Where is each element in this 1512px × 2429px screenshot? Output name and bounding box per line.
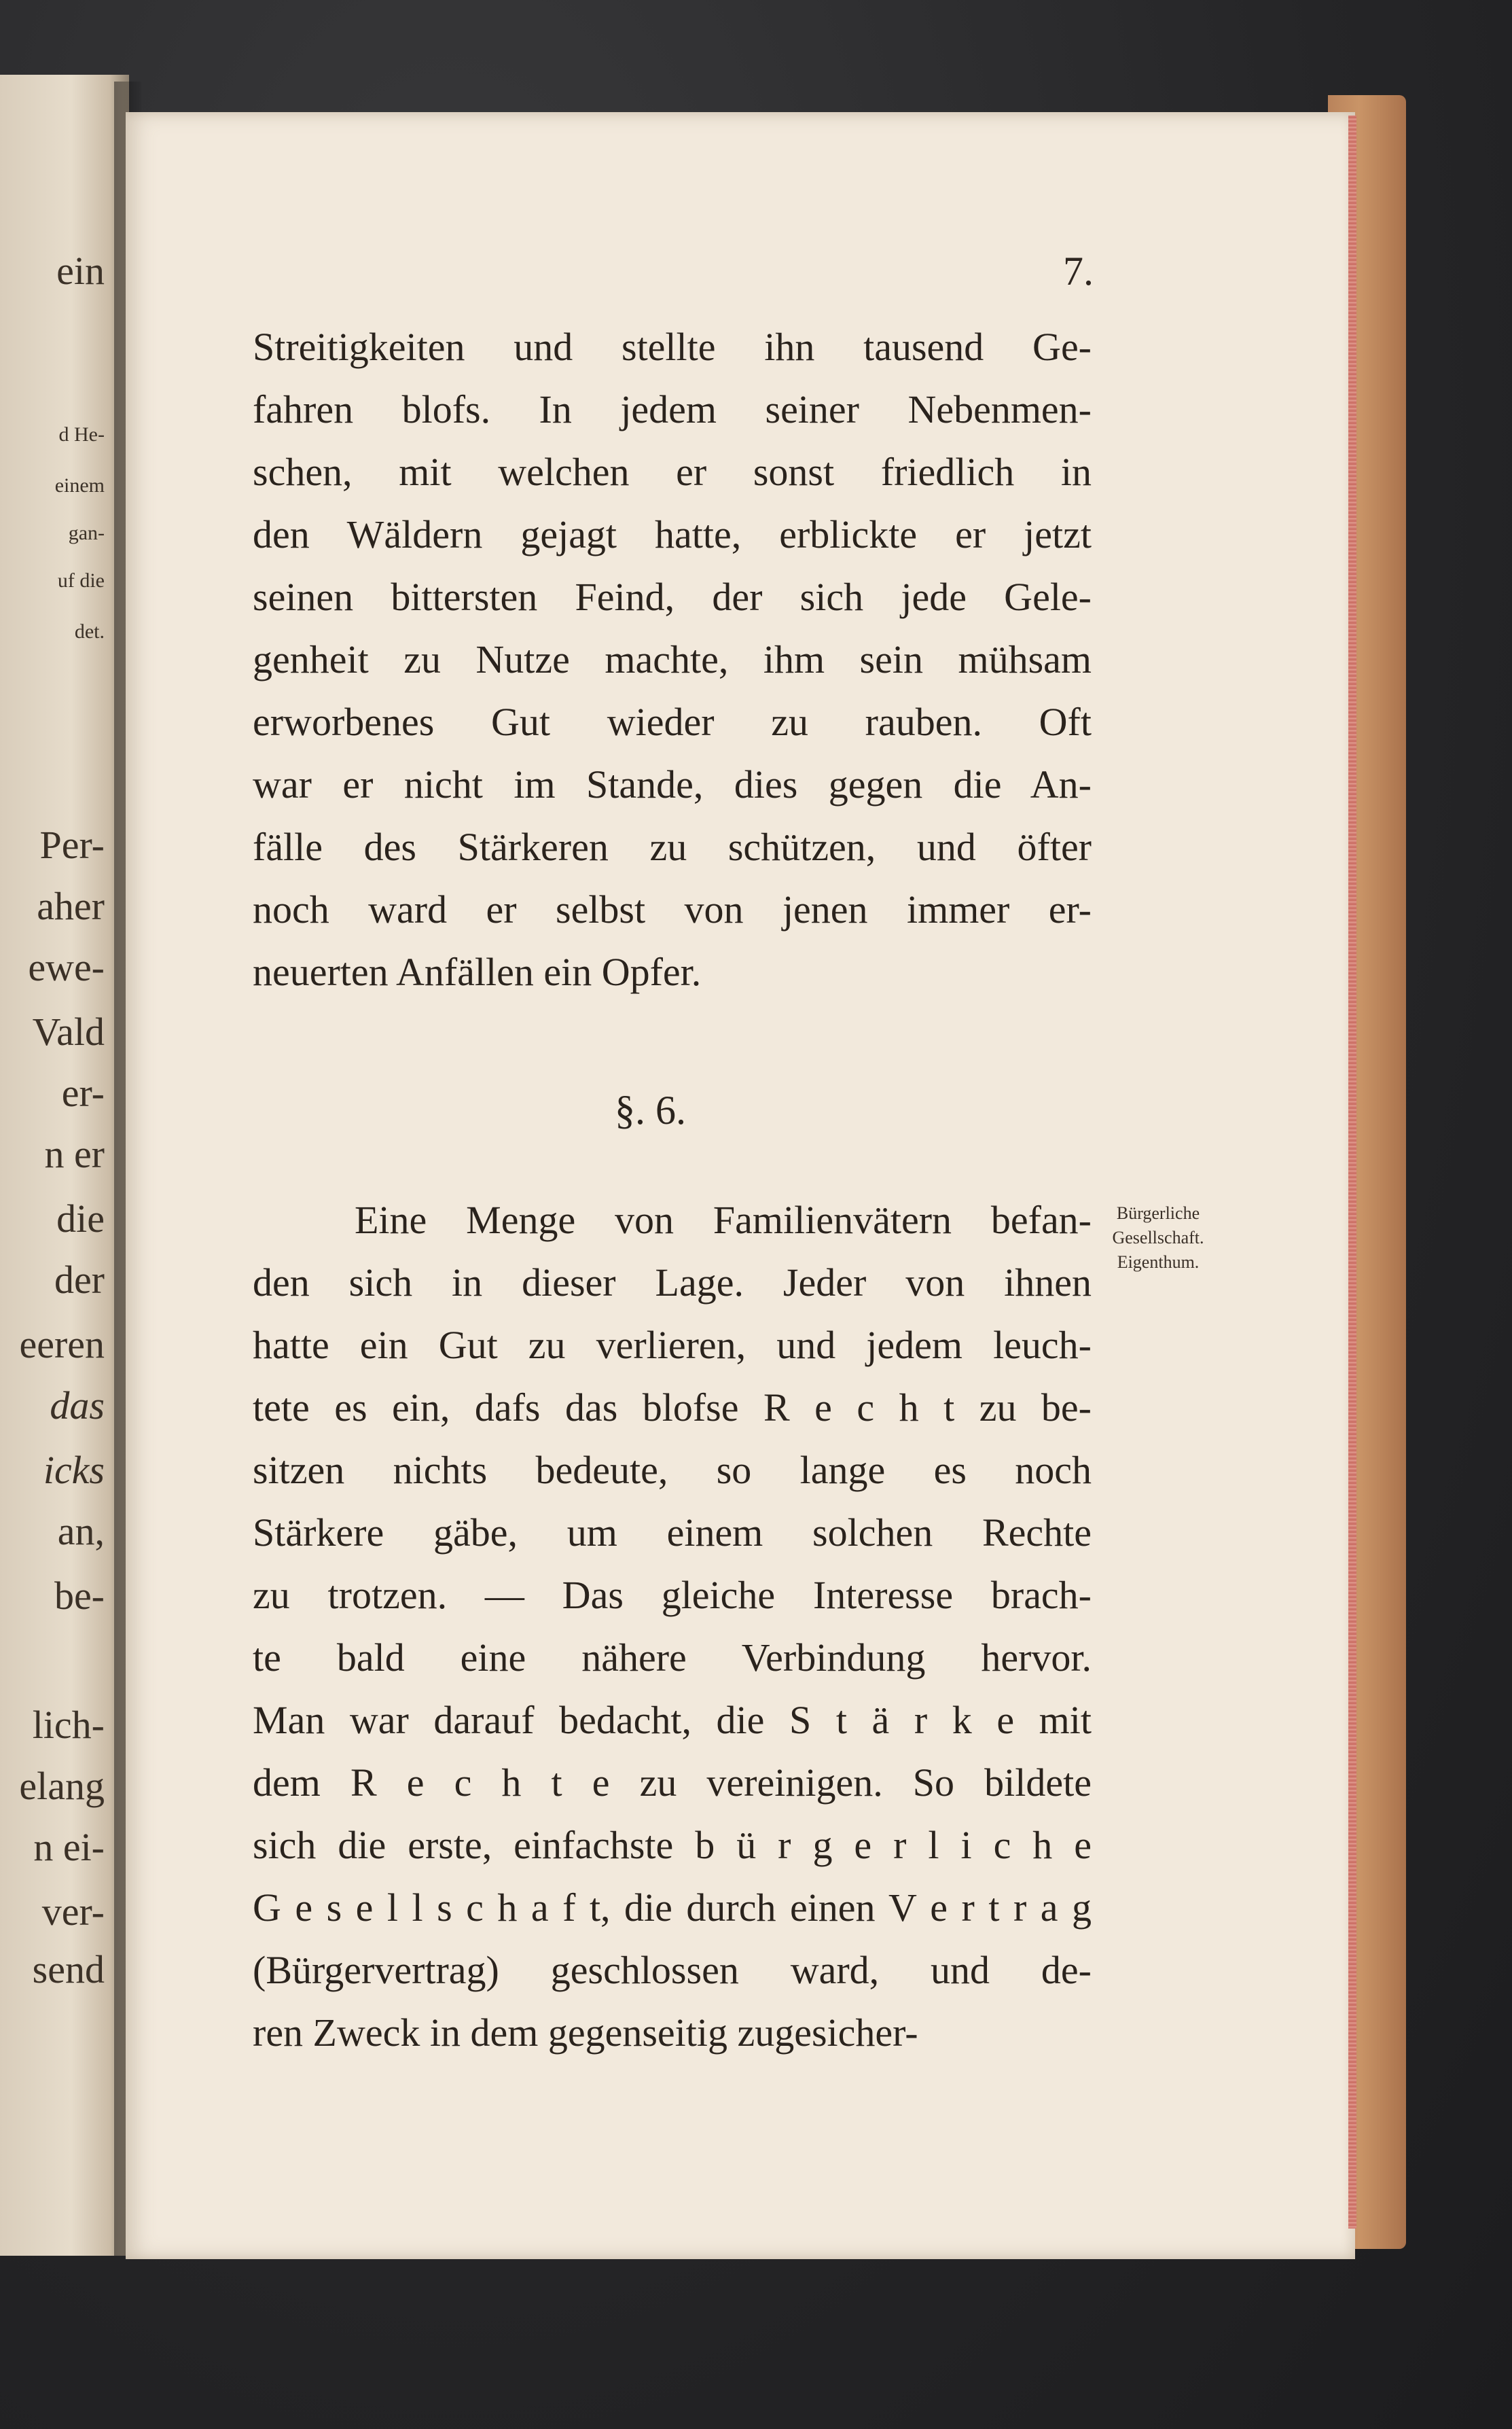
marginal-note-line: Eigenthum.	[1117, 1252, 1200, 1272]
previous-page-edge	[0, 75, 129, 2256]
previous-page-fragment: aher	[37, 884, 105, 928]
text-line: den sich in dieser Lage. Jeder von ihnen	[253, 1260, 1092, 1305]
paragraph-1	[253, 316, 1092, 1004]
previous-page-fragment: be-	[54, 1574, 105, 1618]
previous-page-fragment: der	[54, 1258, 105, 1302]
text-line: erworbenes Gut wieder zu rauben. Oft	[253, 700, 1092, 744]
previous-page-fragment: elang	[19, 1764, 105, 1808]
text-line: ren Zweck in dem gegenseitig zugesicher-	[253, 2010, 918, 2055]
marginal-note	[1090, 1201, 1226, 1275]
previous-page-fragment: das	[50, 1383, 105, 1428]
previous-page-fragment: ein	[56, 249, 105, 293]
text-line: den Wäldern gejagt hatte, erblickte er jetzt	[253, 512, 1092, 556]
previous-page-fragment: uf die	[57, 569, 105, 592]
previous-page-fragment: ewe-	[28, 945, 105, 989]
previous-page-fragment: n er	[44, 1132, 105, 1176]
previous-page-fragment: gan-	[68, 522, 105, 544]
previous-page-fragment: lich-	[32, 1703, 105, 1747]
text-line: te bald eine nähere Verbindung hervor.	[253, 1635, 1092, 1680]
text-line: war er nicht im Stande, dies gegen die An-	[253, 762, 1092, 806]
previous-page-fragment: an,	[57, 1509, 105, 1553]
text-line: Stärkere gäbe, um einem solchen Rechte	[253, 1510, 1092, 1555]
text-line: seinen bittersten Feind, der sich jede Gele-	[253, 575, 1092, 619]
marginal-note-line: Gesellschaft.	[1112, 1228, 1204, 1247]
text-line: fälle des Stärkeren zu schützen, und öfter	[253, 825, 1092, 869]
previous-page-fragment: det.	[74, 620, 105, 643]
page-edge-red	[1348, 116, 1356, 2229]
text-line: schen, mit welchen er sonst friedlich in	[253, 450, 1092, 494]
previous-page-fragment: ver-	[41, 1890, 105, 1934]
text-line: fahren blofs. In jedem seiner Nebenmen-	[253, 387, 1092, 431]
text-line: tete es ein, dafs das blofse R e c h t zu be-	[253, 1385, 1092, 1430]
text-line: G e s e l l s c h a f t, die durch einen V e r t r a g	[253, 1885, 1092, 1930]
text-line: Eine Menge von Familienvätern befan-	[355, 1198, 1092, 1242]
paragraph-2	[253, 1189, 1092, 2064]
previous-page-fragment: icks	[43, 1448, 105, 1492]
text-line: zu trotzen. — Das gleiche Interesse brach-	[253, 1573, 1092, 1617]
previous-page-fragment: n ei-	[33, 1825, 105, 1869]
text-line: Man war darauf bedacht, die S t ä r k e mit	[253, 1698, 1092, 1742]
text-line: noch ward er selbst von jenen immer er-	[253, 887, 1092, 932]
previous-page-fragment: er-	[61, 1071, 105, 1115]
text-line: dem R e c h t e zu vereinigen. So bildete	[253, 1760, 1092, 1805]
previous-page-fragment: eeren	[19, 1322, 105, 1366]
text-line: sich die erste, einfachste b ü r g e r l i c h e	[253, 1823, 1092, 1867]
previous-page-fragment: die	[56, 1196, 105, 1241]
page-number: 7.	[1063, 249, 1094, 294]
text-line: hatte ein Gut zu verlieren, und jedem leuch-	[253, 1323, 1092, 1367]
previous-page-fragment: d He-	[58, 423, 105, 446]
marginal-note-line: Bürgerliche	[1116, 1203, 1200, 1223]
section-heading: §. 6.	[615, 1088, 686, 1133]
previous-page-fragment: Per-	[39, 823, 105, 867]
text-line: Streitigkeiten und stellte ihn tausend Ge-	[253, 325, 1092, 369]
previous-page-fragment: einem	[54, 474, 105, 497]
text-line: (Bürgervertrag) geschlossen ward, und de-	[253, 1948, 1092, 1992]
previous-page-fragment: Vald	[32, 1010, 105, 1054]
text-line: neuerten Anfällen ein Opfer.	[253, 950, 702, 994]
previous-page-fragment: send	[32, 1947, 105, 1991]
text-line: genheit zu Nutze machte, ihm sein mühsam	[253, 637, 1092, 681]
text-line: sitzen nichts bedeute, so lange es noch	[253, 1448, 1092, 1492]
